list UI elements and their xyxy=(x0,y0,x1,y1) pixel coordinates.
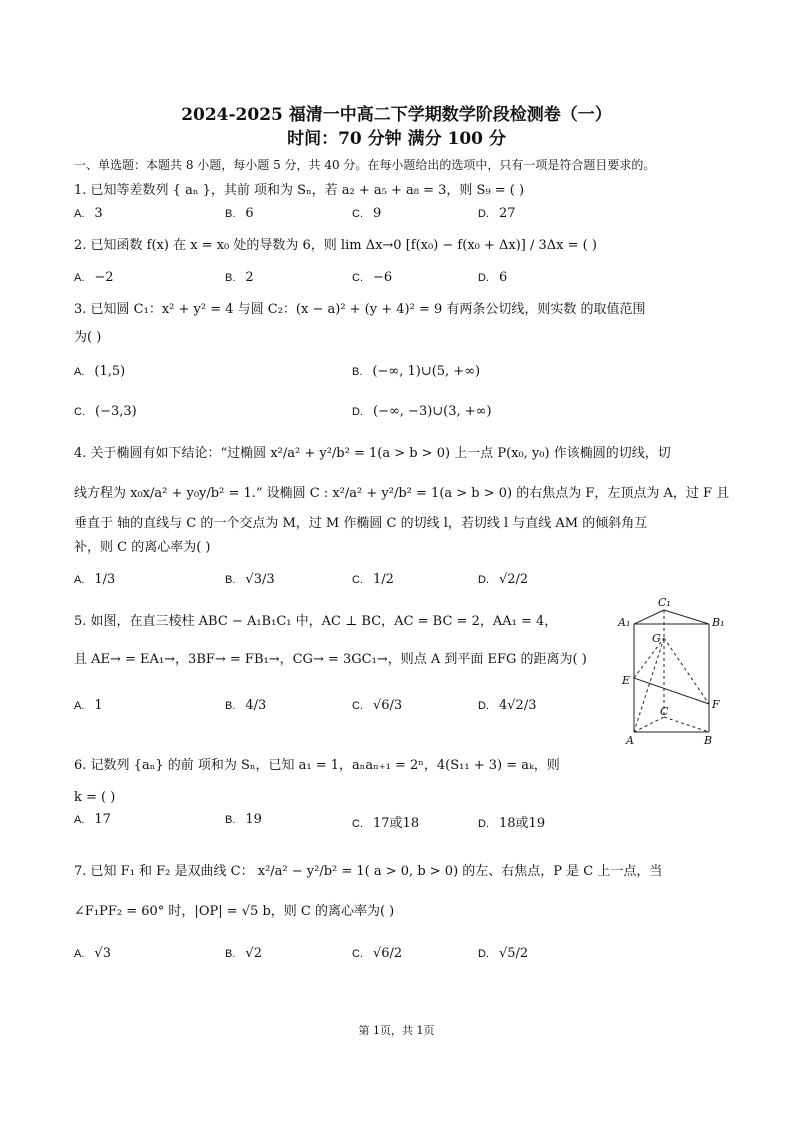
question-line: 补，则 C 的离心率为( ) xyxy=(74,540,211,555)
label-b: B xyxy=(704,734,713,747)
option-d: D. 6 xyxy=(478,270,508,285)
label-b1: B₁ xyxy=(712,616,725,629)
question-line: 线方程为 x₀x/a² + y₀y/b² = 1.” 设椭圆 C : x²/a² + y²/b² = 1(a > b > 0) 的右焦点为 F，左顶点为 A，过 F 且 xyxy=(74,486,730,501)
option-c: C. (−3,3) xyxy=(74,404,137,419)
option-d: D. √2/2 xyxy=(478,572,529,587)
option-b: B. 2 xyxy=(225,270,254,285)
question-line: 6. 记数列 {aₙ} 的前 项和为 Sₙ，已知 a₁ = 1，aₙaₙ₊₁ = 2ⁿ，4(S₁₁ + 3) = aₖ，则 xyxy=(74,758,560,773)
option-c: C. 17或18 xyxy=(352,816,420,831)
option-d: D. (−∞, −3)∪(3, +∞) xyxy=(352,404,492,419)
question-line: 1. 已知等差数列 { aₙ }，其前 项和为 Sₙ，若 a₂ + a₅ + a₈ = 3，则 S₉ = ( ) xyxy=(74,183,525,198)
question-line: 4. 关于椭圆有如下结论：“过椭圆 x²/a² + y²/b² = 1(a > b > 0) 上一点 P(x₀, y₀) 作该椭圆的切线，切 xyxy=(74,446,671,461)
question-line: 垂直于 轴的直线与 C 的一个交点为 M，过 M 作椭圆 C 的切线 l，若切线 l 与直线 AM 的倾斜角互 xyxy=(74,516,648,531)
option-c: C. −6 xyxy=(352,270,393,285)
question-line: 为( ) xyxy=(74,330,102,345)
option-b: B. (−∞, 1)∪(5, +∞) xyxy=(352,364,481,379)
option-b: B. √2 xyxy=(225,946,262,961)
prism-figure xyxy=(614,592,734,752)
label-c: C xyxy=(660,705,669,718)
question-line: 3. 已知圆 C₁：x² + y² = 4 与圆 C₂：(x − a)² + (y + 4)² = 9 有两条公切线，则实数 的取值范围 xyxy=(74,302,646,317)
option-a: A. 17 xyxy=(74,812,111,827)
question-line: ∠F₁PF₂ = 60° 时，|OP| = √5 b，则 C 的离心率为( ) xyxy=(74,904,395,919)
question-line: 5. 如图，在直三棱柱 ABC − A₁B₁C₁ 中，AC ⊥ BC，AC = BC = 2，AA₁ = 4， xyxy=(74,614,558,629)
label-f: F xyxy=(712,698,720,711)
option-a: A. √3 xyxy=(74,946,111,961)
option-b: B. 19 xyxy=(225,812,262,827)
option-c: C. √6/2 xyxy=(352,946,403,961)
label-a: A xyxy=(626,734,634,747)
question-line: 7. 已知 F₁ 和 F₂ 是双曲线 C： x²/a² − y²/b² = 1( a > 0, b > 0) 的左、右焦点，P 是 C 上一点，当 xyxy=(74,864,663,879)
label-g: G xyxy=(652,632,661,645)
section-heading: 一、单选题：本题共 8 小题，每小题 5 分，共 40 分。在每小题给出的选项中，只有一项是符合题目要求的。 xyxy=(74,158,656,172)
option-d: D. 27 xyxy=(478,206,516,221)
option-a: A. (1,5) xyxy=(74,364,126,379)
option-d: D. √5/2 xyxy=(478,946,529,961)
label-e: E xyxy=(622,674,631,687)
question-line: 2. 已知函数 f(x) 在 x = x₀ 处的导数为 6，则 lim Δx→0 [f(x₀) − f(x₀ + Δx)] / 3Δx = ( ) xyxy=(74,238,597,253)
option-a: A. 1 xyxy=(74,698,103,713)
exam-subtitle: 时间：70 分钟 满分 100 分 xyxy=(287,129,506,149)
option-c: C. 9 xyxy=(352,206,382,221)
option-a: A. −2 xyxy=(74,270,114,285)
question-line: k = ( ) xyxy=(74,790,116,805)
option-d: D. 4√2/3 xyxy=(478,698,537,713)
option-b: B. √3/3 xyxy=(225,572,275,587)
exam-title: 2024-2025 福清一中高二下学期数学阶段检测卷（一） xyxy=(181,105,612,125)
option-b: B. 4/3 xyxy=(225,698,267,713)
label-a1: A₁ xyxy=(618,616,631,629)
page-footer: 第 1页，共 1页 xyxy=(358,1024,435,1037)
question-line: 且 AE→ = EA₁→，3BF→ = FB₁→，CG→ = 3GC₁→，则点 A 到平面 EFG 的距离为( ) xyxy=(74,652,587,667)
option-c: C. 1/2 xyxy=(352,572,394,587)
option-a: A. 3 xyxy=(74,206,103,221)
option-a: A. 1/3 xyxy=(74,572,116,587)
option-c: C. √6/3 xyxy=(352,698,403,713)
option-b: B. 6 xyxy=(225,206,254,221)
label-c1: C₁ xyxy=(658,596,671,609)
option-d: D. 18或19 xyxy=(478,816,546,831)
